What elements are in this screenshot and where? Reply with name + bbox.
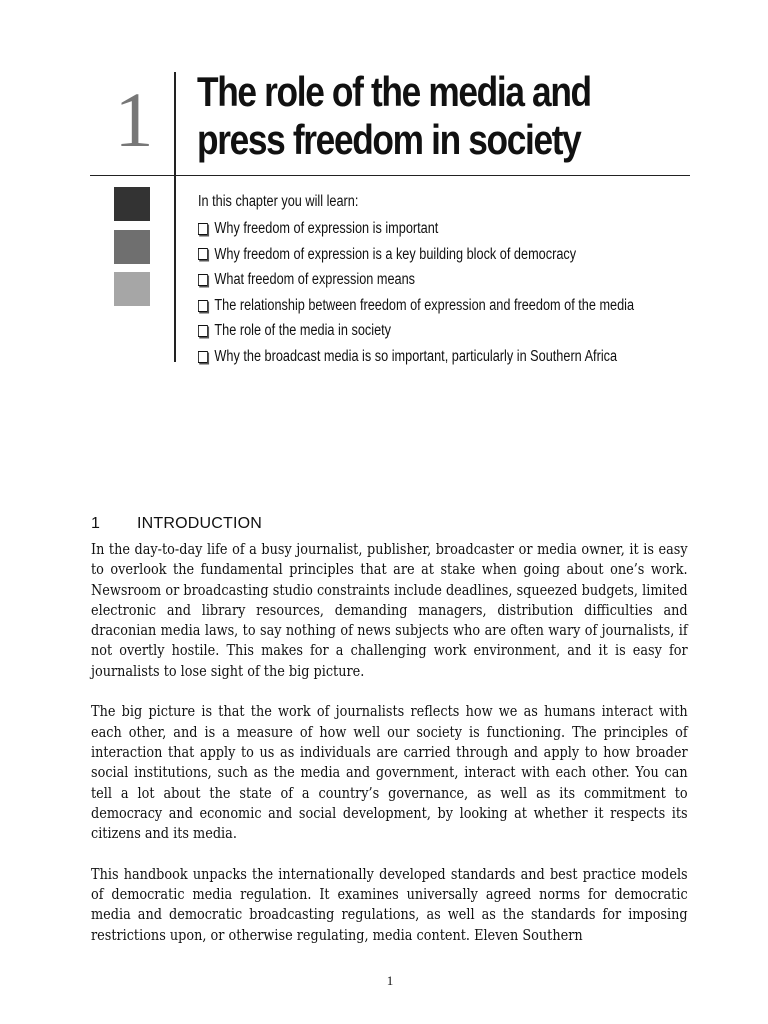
paragraph: In the day-to-day life of a busy journalist, publisher, broadcaster or media owner, it is easy to overlook the fundamental principles that are at stake when going about one’s work. Newsroom or broadcasting studio constraints include deadlines, squeezed budgets, limited electronic and library resources, demanding managers, distribution difficulties and draconian media laws, to say nothing of news subjects who are often wary of journalists, if not overtly hostile. This makes for a challenging work environment, and it is easy for journalists to lose sight of the big picture. (91, 541, 688, 680)
paragraph: The big picture is that the work of journalists reflects how we as humans interact with each other, and is a measure of how well our society is functioning. The principles of interaction that apply to us as individuals are carried through and apply to how broader social institutions, such as the media and government, interact with each other. You can tell a lot about the state of a country’s governance, as well as its commitment to democracy and economic and social development, by looking at whether it respects its citizens and its media. (91, 703, 688, 843)
decorative-square-medium (114, 230, 150, 264)
learning-objective-text: What freedom of expression means (214, 271, 416, 289)
learning-objective-item (198, 293, 657, 319)
learning-objective-item (198, 267, 657, 293)
learning-objective-text: Why the broadcast media is so important, particularly in Southern Africa (214, 347, 618, 365)
chapter-horizontal-rule (90, 175, 690, 176)
body-text (91, 540, 688, 966)
paragraph: This handbook unpacks the internationally developed standards and best practice models of democratic media regulation. It examines universally agreed norms for democratic media and democratic broadcasting regulations, as well as the standards for imposing restrictions upon, or otherwise regulating, media content. Eleven Southern (91, 865, 688, 944)
chapter-title-line-2: press freedom in society (197, 116, 581, 163)
chapter-title (197, 68, 609, 164)
learning-objective-item (198, 216, 657, 242)
learning-objective-item (198, 318, 657, 344)
chapter-number: 1 (114, 76, 154, 163)
chapter-vertical-rule (174, 72, 176, 362)
checkbox-icon (198, 248, 208, 260)
section-heading (91, 514, 491, 534)
checkbox-icon (198, 325, 208, 337)
section-title: INTRODUCTION (137, 515, 263, 532)
section-number: 1 (91, 515, 101, 532)
checkbox-icon (198, 351, 208, 363)
learning-objective-item (198, 242, 657, 268)
chapter-title-line-1: The role of the media and (197, 68, 591, 115)
learning-objectives-intro: In this chapter you will learn: (198, 193, 359, 210)
learning-objectives-list (198, 216, 657, 370)
page-number: 1 (386, 973, 394, 988)
learning-objective-text: The role of the media in society (214, 322, 392, 340)
learning-objectives (198, 191, 657, 370)
learning-objective-text: Why freedom of expression is important (214, 220, 439, 237)
checkbox-icon (198, 300, 208, 312)
decorative-square-dark (114, 187, 150, 221)
learning-objective-text: Why freedom of expression is a key building block of democracy (214, 245, 577, 263)
learning-objective-text: The relationship between freedom of expression and freedom of the media (214, 296, 635, 314)
learning-objective-item (198, 344, 657, 370)
checkbox-icon (198, 274, 208, 286)
decorative-square-light (114, 272, 150, 306)
checkbox-icon (198, 223, 208, 235)
